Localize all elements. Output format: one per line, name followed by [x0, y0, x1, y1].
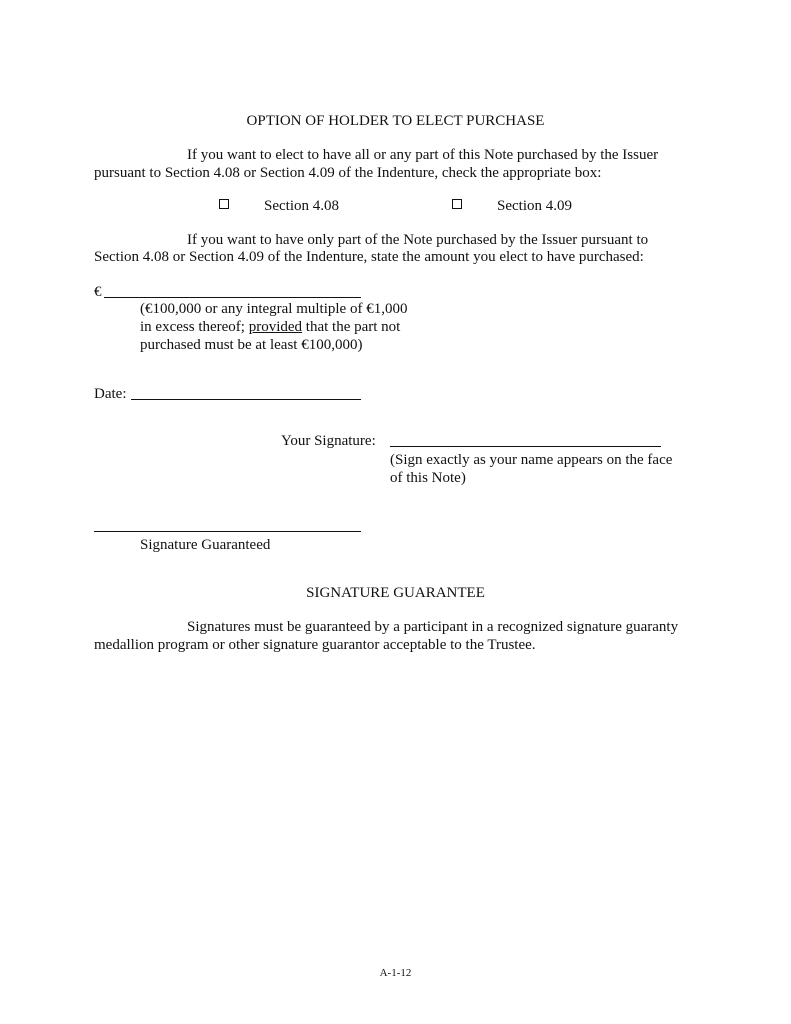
- amount-note-line-1: (€100,000 or any integral multiple of €1,000: [140, 301, 408, 317]
- section-408-checkbox[interactable]: [219, 199, 229, 209]
- section-408-label: Section 4.08: [264, 198, 339, 214]
- intro-paragraph-line-2: pursuant to Section 4.08 or Section 4.09 of the Indenture, check the appropriate box:: [94, 165, 602, 181]
- signature-note-line-1: (Sign exactly as your name appears on the face: [390, 452, 673, 468]
- page-title: OPTION OF HOLDER TO ELECT PURCHASE: [246, 113, 545, 129]
- page-number: A-1-12: [379, 967, 412, 979]
- section-409-label: Section 4.09: [497, 198, 572, 214]
- date-field-line[interactable]: [131, 399, 361, 400]
- guarantee-paragraph-line-1: Signatures must be guaranteed by a participant in a recognized signature guaranty: [187, 619, 679, 635]
- provided-underlined: provided: [248, 319, 303, 335]
- signature-note-line-2: of this Note): [390, 470, 466, 486]
- guarantor-signature-line[interactable]: [94, 531, 361, 532]
- signature-label: Your Signature:: [281, 433, 376, 449]
- amount-note-line-2: in excess thereof; provided that the part not: [140, 319, 401, 335]
- intro-paragraph-line-1: If you want to elect to have all or any part of this Note purchased by the Issuer: [187, 147, 659, 163]
- amount-note-line-3: purchased must be at least €100,000): [140, 337, 363, 353]
- partial-paragraph-line-2: Section 4.08 or Section 4.09 of the Indenture, state the amount you elect to have purchased:: [94, 249, 644, 265]
- euro-symbol: €: [94, 284, 102, 300]
- guarantee-heading: SIGNATURE GUARANTEE: [306, 585, 485, 601]
- partial-paragraph-line-1: If you want to have only part of the Note purchased by the Issuer pursuant to: [187, 232, 649, 248]
- signature-guaranteed-label: Signature Guaranteed: [140, 537, 271, 553]
- date-label: Date:: [94, 386, 127, 402]
- section-409-checkbox[interactable]: [452, 199, 462, 209]
- amount-field-line[interactable]: [104, 297, 361, 298]
- signature-field-line[interactable]: [390, 446, 661, 447]
- guarantee-paragraph-line-2: medallion program or other signature guarantor acceptable to the Trustee.: [94, 637, 536, 653]
